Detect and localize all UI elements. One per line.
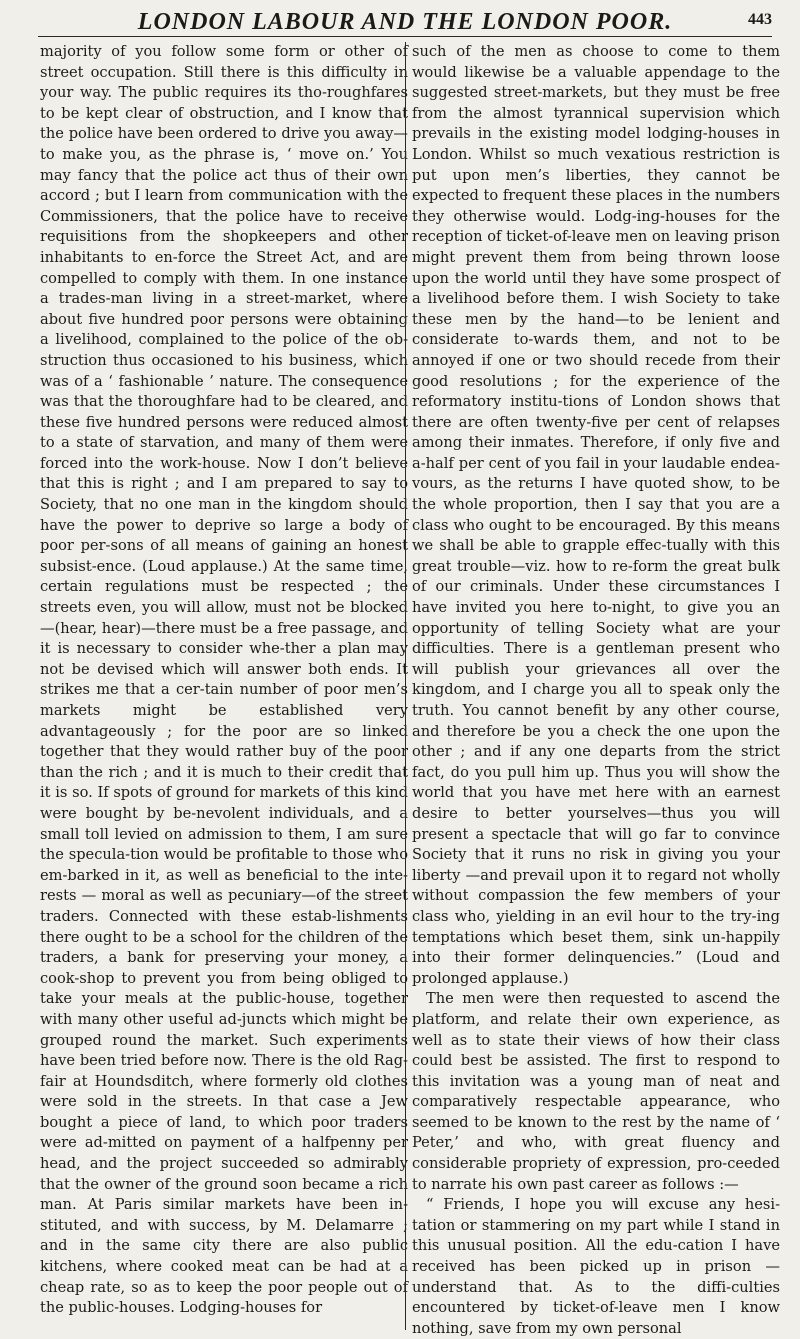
- left-column: [40, 42, 408, 1319]
- paragraph: such of the men as choose to come to them would likewise be a valuable appendage to the suggested street-markets, but they must be free from the almost tyrannical supervision which prevails in the existing model lodging-houses in London. Whilst so much vexatious restriction is put upon men’s liberties, they cannot be expected to frequent these places in the numbers they otherwise would. Lodg-ing-houses for the reception of ticket-of-leave men on leaving prison might prevent them from being thrown loose upon the world until they have some prospect of a livelihood before them. I wish Society to take these men by the hand—to be lenient and considerate to-wards them, and not to be annoyed if one or two should recede from their good resolutions ; for the experience of the reformatory institu-tions of London shows that there are often twenty-five per cent of relapses among their inmates. Therefore, if only five and a-half per cent of you fail in your laudable endea-vours, as the returns I have quoted show, to be the whole proportion, then I say that you are a class who ought to be encouraged. By this means we shall be able to grapple effec-tually with this great trouble—viz. how to re-form the great bulk of our criminals. Under these circumstances I have invited you here to-night, to give you an opportunity of telling Society what are your difficulties. There is a gentleman present who will publish your grievances all over the kingdom, and I charge you all to speak only the truth. You cannot benefit by any other course, and therefore be you a check the one upon the other ; and if any one departs from the strict fact, do you pull him up. Thus you will show the world that you have met here with an earnest desire to better yourselves—thus you will present a spectacle that will go far to convince Society that it runs no risk in giving you your liberty —and prevail upon it to regard not wholly without compassion the few members of your class who, yielding in an evil hour to the try-ing temptations which beset them, sink un-happily into their former delinquencies.” (Loud and prolonged applause.): [412, 43, 780, 987]
- paragraph: majority of you follow some form or other of street occupation. Still there is this difficulty in your way. The public requires its tho-roughfares to be kept clear of obstruction, and I know that the police have been ordered to drive you away—to make you, as the phrase is, ‘ move on.’ You may fancy that the police act thus of their own accord ; but I learn from communication with the Commissioners, that the police have to receive requisitions from the shopkeepers and other inhabitants to en-force the Street Act, and are compelled to comply with them. In one instance a trades-man living in a street-market, where about five hundred poor persons were obtaining a livelihood, complained to the police of the ob-struction thus occasioned to his business, which was of a ‘ fashionable ’ nature. The consequence was that the thoroughfare had to be cleared, and these five hundred persons were reduced almost to a state of starvation, and many of them were forced into the work-house. Now I don’t believe that this is right ; and I am prepared to say to Society, that no one man in the kingdom should have the power to deprive so large a body of poor per-sons of all means of gaining an honest subsist-ence. (Loud applause.) At the same time, certain regulations must be respected ; the streets even, you will allow, must not be blocked—(hear, hear)—there must be a free passage, and it is necessary to consider whe-ther a plan may not be devised which will answer both ends. It strikes me that a cer-tain number of poor men’s markets might be established very advantageously ; for the poor are so linked together that they would rather buy of the poor than the rich ; and it is much to their credit that it is so. If spots of ground for markets of this kind were bought by be-nevolent individuals, and a small toll levied on admission to them, I am sure the specula-tion would be profitable to those who em-barked in it, as well as beneficial to the inte-rests — moral as well as pecuniary—of the street traders. Connected with these estab-lishments there ought to be a school for the children of the traders, a bank for preserving your money, a cook-shop to prevent you from being obliged to take your meals at the public-house, together with many other useful ad-juncts which might be grouped round the market. Such experiments have been tried before now. There is the old Rag-fair at Houndsditch, where formerly old clothes were sold in the streets. In that case a Jew bought a piece of land, to which poor traders were ad-mitted on payment of a halfpenny per head, and the project succeeded so admirably that the owner of the ground soon became a rich man. At Paris similar markets have been in-stituted, and with success, by M. Delamarre ; and in the same city there are also public kitchens, where cooked meat can be had at a cheap rate, so as to keep the poor people out of the public-houses. Lodging-houses for: [40, 43, 408, 1317]
- header-rule: [38, 36, 772, 37]
- page-number: 443: [748, 11, 772, 28]
- paragraph: The men were then requested to ascend the platform, and relate their own experience, as well as to state their views of how their class could best be assisted. The first to respond to this invitation was a young man of neat and comparatively respectable appearance, who seemed to be known to the rest by the name of ‘ Peter,’ and who, with great fluency and considerable propriety of expression, pro-ceeded to narrate his own past career as follows :—: [412, 990, 780, 1193]
- running-head: [38, 7, 772, 37]
- running-title: LONDON LABOUR AND THE LONDON POOR.: [137, 9, 673, 35]
- column-divider: [405, 42, 406, 1330]
- right-column: [412, 42, 780, 1339]
- paragraph: “ Friends, I hope you will excuse any hesi-tation or stammering on my part while I stand in this unusual position. All the edu-cation I have received has been picked up in prison — understand that. As to the diffi-culties encountered by ticket-of-leave men I know nothing, save from my own personal: [412, 1196, 780, 1337]
